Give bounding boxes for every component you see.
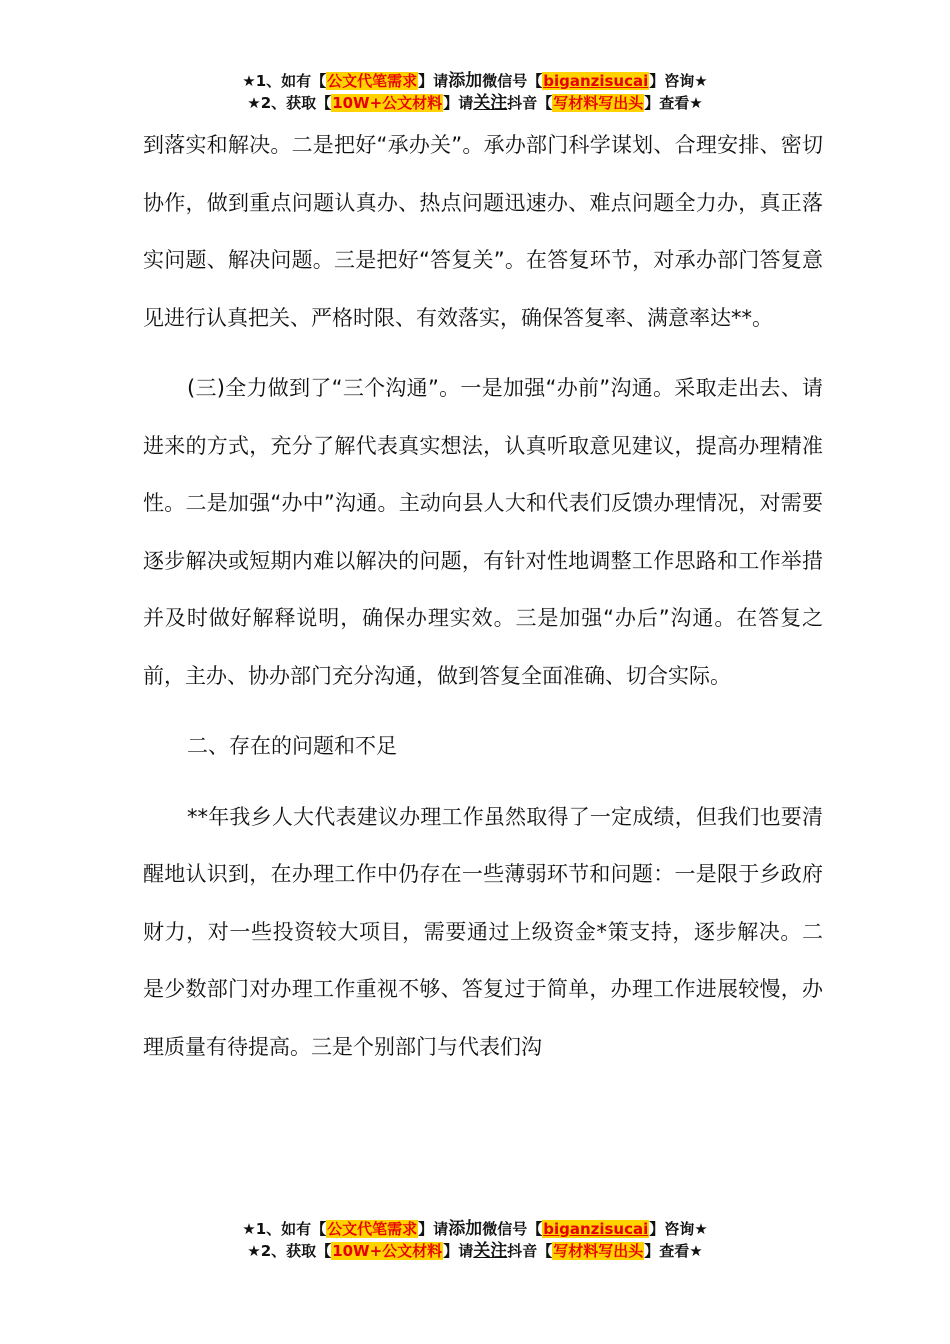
footer-banner xyxy=(0,1218,950,1262)
banner-text: 】查看★ xyxy=(644,1242,703,1260)
banner-emphasis: 添加 xyxy=(448,1219,483,1239)
banner-douyin-account: 写材料写出头 xyxy=(553,94,644,112)
banner-text: 】查看★ xyxy=(644,94,703,112)
body-paragraph: (三)全力做到了“三个沟通”。一是加强“办前”沟通。采取走出去、请进来的方式，充分了解代表真实想法，认真听取意见建议，提高办理精准性。二是加强“办中”沟通。主动向县人大和代表们反馈办理情况，对需要逐步解决或短期内难以解决的问题，有针对性地调整工作思路和工作举措并及时做好解释说明，确保办理实效。三是加强“办后”沟通。在答复之前，主办、协办部门充分沟通，做到答复全面准确、切合实际。 xyxy=(143,376,823,688)
banner-highlight-service: 公文代笔需求 xyxy=(327,72,418,90)
banner-text: 抖音【 xyxy=(507,1242,553,1260)
banner-wechat-id: biganzisucai xyxy=(543,72,649,90)
banner-emphasis: 关注 xyxy=(473,93,508,113)
banner-text: ★2、获取【 xyxy=(247,1242,332,1260)
banner-text: ★1、如有【 xyxy=(242,1220,327,1238)
banner-text: 抖音【 xyxy=(507,94,553,112)
banner-text: 】请 xyxy=(418,72,449,90)
body-paragraph: 到落实和解决。二是把好“承办关”。承办部门科学谋划、合理安排、密切协作，做到重点问题认真办、热点问题迅速办、难点问题全力办，真正落实问题、解决问题。三是把好“答复关”。在答复环节，对承办部门答复意见进行认真把关、严格时限、有效落实，确保答复率、满意率达**。 xyxy=(143,133,823,330)
document-body xyxy=(143,117,823,1076)
banner-emphasis: 添加 xyxy=(448,71,483,91)
banner-line-2 xyxy=(0,92,950,114)
body-paragraph: **年我乡人大代表建议办理工作虽然取得了一定成绩，但我们也要清醒地认识到，在办理工作中仍存在一些薄弱环节和问题：一是限于乡政府财力，对一些投资较大项目，需要通过上级资金*策支持，逐步解决。二是少数部门对办理工作重视不够、答复过于简单，办理工作进展较慢，办理质量有待提高。三是个别部门与代表们沟 xyxy=(143,804,823,1059)
banner-douyin-account: 写材料写出头 xyxy=(553,1242,644,1260)
banner-highlight-materials: 10W+公文材料 xyxy=(332,94,443,112)
banner-text: 】请 xyxy=(418,1220,449,1238)
banner-text: 】咨询★ xyxy=(649,1220,708,1238)
banner-text: ★2、获取【 xyxy=(247,94,332,112)
banner-text: 微信号【 xyxy=(482,72,543,90)
banner-text: 微信号【 xyxy=(482,1220,543,1238)
banner-text: 】请 xyxy=(443,94,474,112)
banner-line-1 xyxy=(0,1218,950,1240)
banner-text: ★1、如有【 xyxy=(242,72,327,90)
banner-highlight-service: 公文代笔需求 xyxy=(327,1220,418,1238)
banner-emphasis: 关注 xyxy=(473,1241,508,1261)
banner-text: 】咨询★ xyxy=(649,72,708,90)
banner-highlight-materials: 10W+公文材料 xyxy=(332,1242,443,1260)
banner-line-1 xyxy=(0,70,950,92)
banner-wechat-id: biganzisucai xyxy=(543,1220,649,1238)
banner-text: 】请 xyxy=(443,1242,474,1260)
header-banner xyxy=(0,70,950,114)
section-heading: 二、存在的问题和不足 xyxy=(187,734,397,758)
banner-line-2 xyxy=(0,1240,950,1262)
